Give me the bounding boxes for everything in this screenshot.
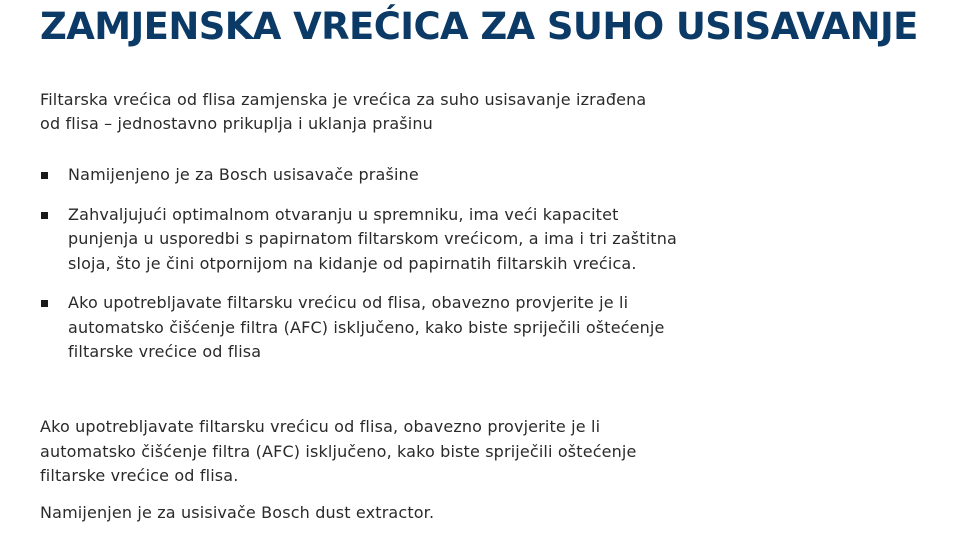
feature-text: Namijenjeno je za Bosch usisavače prašine (68, 165, 419, 184)
square-bullet-icon (41, 212, 48, 219)
compatibility-paragraph: Namijenjen je za usisivače Bosch dust extractor. (40, 503, 435, 522)
feature-item (40, 163, 680, 188)
feature-item (40, 291, 680, 365)
square-bullet-icon (41, 300, 48, 307)
afc-note-paragraph: Ako upotrebljavate filtarsku vrećicu od flisa, obavezno provjerite je li automatsko čišćenje filtra (AFC) isključeno, kako biste spriječili oštećenje filtarske vrećice od flisa. (40, 417, 637, 485)
feature-text: Zahvaljujući optimalnom otvaranju u spremniku, ima veći kapacitet punjenja u usporedbi s papirnatom filtarskom vrećicom, a ima i tri zaštitna sloja, što je čini otpornijom na kidanje od papirnatih filtarskih vrećica. (68, 204, 677, 273)
square-bullet-icon (41, 172, 48, 179)
feature-text: Ako upotrebljavate filtarsku vrećicu od flisa, obavezno provjerite je li automatsko čišćenje filtra (AFC) isključeno, kako biste spriječili oštećenje filtarske vrećice od flisa (68, 293, 665, 361)
feature-list (40, 163, 680, 380)
intro-paragraph: Filtarska vrećica od flisa zamjenska je vrećica za suho usisavanje izrađena od flisa – jednostavno prikuplja i uklanja prašinu (40, 90, 647, 133)
feature-item (40, 203, 680, 277)
page-title: ZAMJENSKA VREĆICA ZA SUHO USISAVANJE (40, 5, 918, 48)
